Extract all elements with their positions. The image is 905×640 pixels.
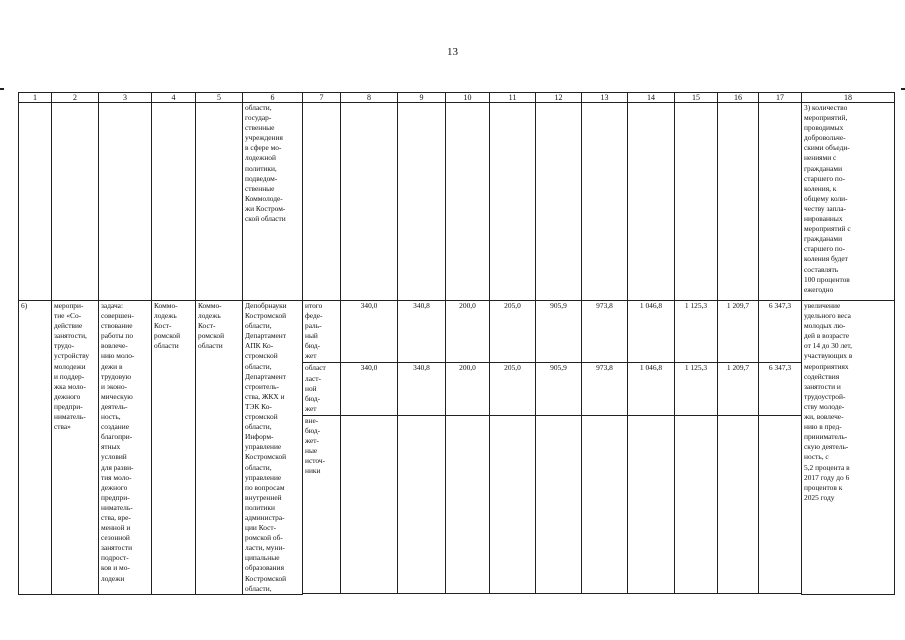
column-header: 10 xyxy=(446,93,490,103)
value-cell: 340,8 xyxy=(398,301,446,363)
cell-line: тие «Со- xyxy=(54,311,82,321)
value-cell: 1 125,3 xyxy=(675,363,718,415)
cell-line: стромской xyxy=(245,351,278,361)
cell-line: жет xyxy=(305,351,317,361)
cell-line: дежного xyxy=(101,482,128,492)
cell-line: мероприятий, xyxy=(804,113,848,123)
column-header: 2 xyxy=(52,93,99,103)
cell-line: по вопросам xyxy=(245,482,285,492)
value-cell: 905,9 xyxy=(536,363,582,415)
cell-line: проводимых xyxy=(804,123,844,133)
indicator-cell xyxy=(802,301,895,595)
cell-line: 3) количество xyxy=(804,103,848,112)
cell-line: лодежь xyxy=(154,311,177,321)
cell-line: увеличение xyxy=(804,301,841,310)
cell-line: трудоустрой- xyxy=(804,391,846,401)
column-header: 18 xyxy=(802,93,895,103)
cell-line: занятости xyxy=(101,543,133,553)
left-edge-mark xyxy=(0,88,4,90)
value-cell: 1 209,7 xyxy=(718,363,759,415)
cell-line: мероприятий с xyxy=(804,224,851,234)
cell-line: скими объеди- xyxy=(804,143,850,153)
cell-line: нию в пред- xyxy=(804,422,842,432)
budget-total-federal-cell xyxy=(303,301,341,363)
cell-line: ность, с xyxy=(804,452,829,462)
cell-line: ственные xyxy=(245,183,275,193)
cell-line: ность, xyxy=(101,412,121,422)
cell-line: области, xyxy=(245,361,272,371)
cell-line: Департамент xyxy=(245,371,286,381)
cell-line: и эконо- xyxy=(101,381,127,391)
cell-line: ков и мо- xyxy=(101,563,130,573)
cell-line: старшего по- xyxy=(804,173,846,183)
cell-line: строитель- xyxy=(245,381,279,391)
column-header: 13 xyxy=(582,93,628,103)
cell-line: дежного xyxy=(54,391,81,401)
cell-line: бюд- xyxy=(305,393,321,403)
cell-line: устройству xyxy=(54,351,90,361)
header-row xyxy=(19,93,895,103)
page-number: 13 xyxy=(447,46,458,58)
cell-line: меропри- xyxy=(54,301,84,310)
value-cell: 205,0 xyxy=(490,363,536,415)
program-table xyxy=(18,92,895,595)
cell-line: образования xyxy=(245,563,284,573)
cell-line: Костромской xyxy=(245,452,287,462)
cell-line: ромской xyxy=(154,331,181,341)
row-number: 6) xyxy=(19,301,52,595)
value-cell: 1 125,3 xyxy=(675,301,718,363)
cell-line: Кост- xyxy=(154,321,172,331)
cell-line: лодежи xyxy=(101,573,125,583)
cell-line: области, xyxy=(245,321,272,331)
column-header: 14 xyxy=(628,93,675,103)
column-header: 15 xyxy=(675,93,718,103)
cell-line: ниматель- xyxy=(54,412,86,422)
cell-line: для разви- xyxy=(101,462,134,472)
cell-line: Костромской xyxy=(245,573,287,583)
cell-line: коления, к xyxy=(804,183,837,193)
cell-line: вне- xyxy=(305,415,319,425)
cell-line: жи Костром- xyxy=(245,203,286,213)
column-header: 9 xyxy=(398,93,446,103)
cell-line: Информ- xyxy=(245,432,274,442)
column-header: 12 xyxy=(536,93,582,103)
cell-line: молодых лю- xyxy=(804,321,846,331)
cell-line: предпри- xyxy=(101,492,130,502)
cell-line: области, xyxy=(245,422,272,432)
table-row xyxy=(19,301,895,363)
cell-line: 100 процентов xyxy=(804,274,850,284)
cell-line: бюд- xyxy=(305,341,321,351)
executors-cell xyxy=(243,103,303,301)
cell-line: в сфере мо- xyxy=(245,143,282,153)
cell-line: АПК Ко- xyxy=(245,341,274,351)
cell-line: ства, ЖКХ и xyxy=(245,391,285,401)
value-cell: 6 347,3 xyxy=(759,301,802,363)
budget-total-label: итого xyxy=(305,301,323,310)
cell-line: составлять xyxy=(804,264,839,274)
cell-line: общему коли- xyxy=(804,193,848,203)
cell-line: скую деятель- xyxy=(804,442,849,452)
cell-line: 2017 году до 6 xyxy=(804,472,850,482)
column-header: 3 xyxy=(99,93,152,103)
cell-line: ный xyxy=(305,331,318,341)
cell-line: вовлече- xyxy=(101,341,128,351)
cell-line: ской области xyxy=(245,214,286,224)
responsible-cell xyxy=(196,301,243,595)
value-cell: 340,0 xyxy=(341,301,398,363)
budget-other-cell xyxy=(303,415,341,594)
cell-line: области xyxy=(198,341,223,351)
value-cell: 205,0 xyxy=(490,301,536,363)
cell-line: государ- xyxy=(245,113,272,123)
cell-line: источ- xyxy=(305,456,326,466)
cell-line: нию моло- xyxy=(101,351,135,361)
column-header: 8 xyxy=(341,93,398,103)
cell-line: учреждения xyxy=(245,133,283,143)
cell-line: трудо- xyxy=(54,341,75,351)
cell-line: тия моло- xyxy=(101,472,132,482)
cell-line: ствование xyxy=(101,321,133,331)
cell-line: деятель- xyxy=(101,401,128,411)
cell-line: Кост- xyxy=(198,321,216,331)
cell-line: подведом- xyxy=(245,173,278,183)
cell-line: ромской xyxy=(198,331,225,341)
indicator-cell xyxy=(802,103,895,301)
cell-line: занятости, xyxy=(54,331,87,341)
value-cell: 973,8 xyxy=(582,363,628,415)
cell-line: ципальные xyxy=(245,553,280,563)
column-header: 7 xyxy=(303,93,341,103)
cell-line: совершен- xyxy=(101,311,134,321)
cell-line: работы по xyxy=(101,331,134,341)
cell-line: ства» xyxy=(54,422,71,432)
cell-line: раль- xyxy=(305,321,322,331)
value-cell: 200,0 xyxy=(446,301,490,363)
cell-line: управление xyxy=(245,442,282,452)
column-header: 16 xyxy=(718,93,759,103)
cell-line: ции Кост- xyxy=(245,523,277,533)
cell-line: области xyxy=(154,341,179,351)
cell-line: феде- xyxy=(305,311,323,321)
cell-line: приниматель- xyxy=(804,432,848,442)
cell-line: ежегодно xyxy=(804,284,834,294)
column-header: 5 xyxy=(196,93,243,103)
coordinator-cell xyxy=(152,301,196,595)
cell-line: ласт- xyxy=(305,373,321,383)
cell-line: области, xyxy=(245,103,272,112)
cell-line: ства, вре- xyxy=(101,512,131,522)
cell-line: благопри- xyxy=(101,432,133,442)
value-cell: 1 209,7 xyxy=(718,301,759,363)
value-cell: 340,8 xyxy=(398,363,446,415)
co-executors-cell xyxy=(243,301,303,595)
cell-line: жи, вовлече- xyxy=(804,412,844,422)
cell-line: стромской xyxy=(245,412,278,422)
cell-line: ные xyxy=(305,445,318,455)
cell-line: менной и xyxy=(101,523,131,533)
cell-line: жка моло- xyxy=(54,381,86,391)
column-header: 11 xyxy=(490,93,536,103)
column-header: 6 xyxy=(243,93,303,103)
task-cell xyxy=(99,301,152,595)
cell-line: дежи в xyxy=(101,361,123,371)
cell-line: нированных xyxy=(804,214,843,224)
cell-line: участвующих в xyxy=(804,351,853,361)
cell-line: процентов к xyxy=(804,482,843,492)
cell-line: области, xyxy=(245,462,272,472)
budget-regional-cell xyxy=(303,363,341,415)
cell-line: ласти, муни- xyxy=(245,543,285,553)
cell-line: содействия xyxy=(804,371,840,381)
cell-line: честву запла- xyxy=(804,203,846,213)
value-cell: 1 046,8 xyxy=(628,301,675,363)
cell-line: Коммолоде- xyxy=(245,193,283,203)
cell-line: молодежи xyxy=(54,361,86,371)
cell-line: ники xyxy=(305,466,321,476)
cell-line: жет- xyxy=(305,435,319,445)
cell-line: дей в возрасте xyxy=(804,331,850,341)
cell-line: условий xyxy=(101,452,127,462)
cell-line: области, xyxy=(245,583,272,593)
value-cell: 340,0 xyxy=(341,363,398,415)
cell-line: ТЭК Ко- xyxy=(245,401,272,411)
cell-line: ромской об- xyxy=(245,533,283,543)
cell-line: Коммо- xyxy=(154,301,178,310)
cell-line: управление xyxy=(245,472,282,482)
cell-line: ственные xyxy=(245,123,275,133)
cell-line: Коммо- xyxy=(198,301,222,310)
cell-line: администра- xyxy=(245,512,285,522)
cell-line: политики xyxy=(245,502,275,512)
cell-line: удельного веса xyxy=(804,311,851,321)
column-header: 1 xyxy=(19,93,52,103)
measure-name-cell xyxy=(52,301,99,595)
cell-line: област xyxy=(305,363,326,373)
cell-line: лодежь xyxy=(198,311,221,321)
cell-line: добровольче- xyxy=(804,133,846,143)
cell-line: ниматель- xyxy=(101,502,133,512)
cell-line: лодежной xyxy=(245,153,276,163)
cell-line: сезонной xyxy=(101,533,130,543)
cell-line: Депобрнауки xyxy=(245,301,287,310)
cell-line: создание xyxy=(101,422,129,432)
cell-line: ной xyxy=(305,383,317,393)
cell-line: жет xyxy=(305,403,317,413)
cell-line: внутренней xyxy=(245,492,282,502)
cell-line: подрост- xyxy=(101,553,129,563)
value-cell: 6 347,3 xyxy=(759,363,802,415)
cell-line: гражданами xyxy=(804,234,843,244)
cell-line: действие xyxy=(54,321,83,331)
cell-line: нениями с xyxy=(804,153,837,163)
value-cell: 973,8 xyxy=(582,301,628,363)
cell-line: и поддер- xyxy=(54,371,85,381)
value-cell: 200,0 xyxy=(446,363,490,415)
value-cell: 1 046,8 xyxy=(628,363,675,415)
cell-line: коления будет xyxy=(804,254,848,264)
cell-line: мическую xyxy=(101,391,133,401)
table-row xyxy=(19,103,895,301)
cell-line: 2025 году xyxy=(804,492,835,502)
cell-line: гражданами xyxy=(804,163,843,173)
right-edge-mark xyxy=(901,88,905,90)
cell-line: ятных xyxy=(101,442,121,452)
cell-line: старшего по- xyxy=(804,244,846,254)
cell-line: Департамент xyxy=(245,331,286,341)
cell-line: мероприятиях xyxy=(804,361,849,371)
column-header: 17 xyxy=(759,93,802,103)
cell-line: политики, xyxy=(245,163,277,173)
cell-line: 5,2 процента в xyxy=(804,462,850,472)
cell-line: трудовую xyxy=(101,371,132,381)
cell-line: ству молоде- xyxy=(804,401,845,411)
cell-line: предпри- xyxy=(54,401,83,411)
cell-line: Костромской xyxy=(245,311,287,321)
column-header: 4 xyxy=(152,93,196,103)
value-cell: 905,9 xyxy=(536,301,582,363)
cell-line: занятости и xyxy=(804,381,841,391)
cell-line: от 14 до 30 лет, xyxy=(804,341,852,351)
cell-line: задача: xyxy=(101,301,123,310)
cell-line: бюд- xyxy=(305,425,321,435)
